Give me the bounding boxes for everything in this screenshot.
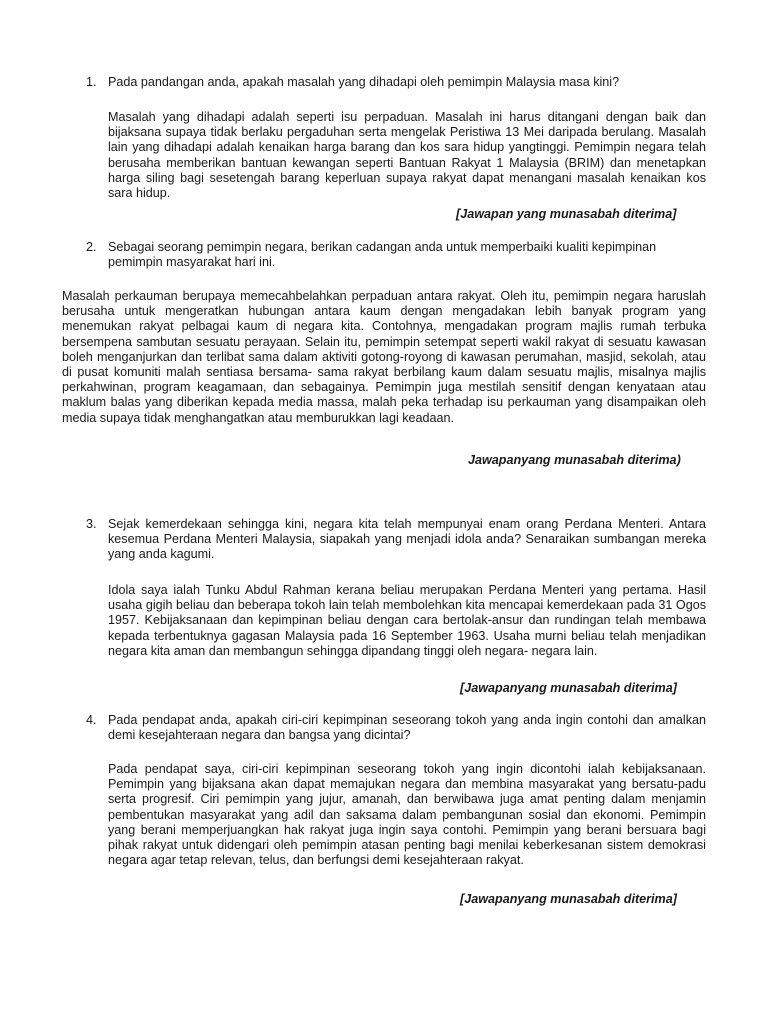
- question-number: 2.: [86, 240, 97, 254]
- question-text: Sebagai seorang pemimpin negara, berikan cadangan anda untuk memperbaiki kualiti kepimpinan pemimpin masyarakat hari ini.: [108, 240, 657, 270]
- question-text: Sejak kemerdekaan sehingga kini, negara kita telah mempunyai enam orang Perdana Menteri. Antara kesemua Perdana Menteri Malaysia, siapakah yang menjadi idola anda? Senaraikan sumbangan mereka yang anda kagumi.: [108, 517, 706, 562]
- question-number: 4.: [86, 713, 97, 727]
- question-number: 1.: [86, 75, 97, 89]
- answer-1: Masalah yang dihadapi adalah seperti isu perpaduan. Masalah ini harus ditangani dengan baik dan bijaksana supaya tidak berlaku pergaduhan serta mengelak Peristiwa 13 Mei daripada berulang. Masalah lain yang dihadapi adalah kenaikan harga barang dan kos sara hidup yangtinggi. Pemimpin negara telah berusaha memberikan bantuan kewangan seperti Bantuan Rakyat 1 Malaysia (BRIM) dan menetapkan harga siling bagi sesetengah barang keperluan supaya rakyat dapat menangani masalah kenaikan kos sara hidup.: [108, 110, 706, 201]
- verdict-4: [Jawapanyang munasabah diterima]: [460, 892, 677, 906]
- answer-3: Idola saya ialah Tunku Abdul Rahman kerana beliau merupakan Perdana Menteri yang pertama. Hasil usaha gigih beliau dan beberapa tokoh lain telah membolehkan kita mencapai kemerdekaan pada 31 Ogos 1957. Kebijaksanaan dan kepimpinan beliau dengan cara bertolak-ansur dan rundingan telah membawa kepada terbentuknya gagasan Malaysia pada 16 September 1963. Usaha murni beliau telah menjadikan negara kita aman dan membangun sehingga dipandang tinggi oleh negara- negara lain.: [108, 583, 706, 658]
- question-3: [86, 517, 706, 563]
- question-1: [86, 75, 706, 90]
- answer-4: Pada pendapat saya, ciri-ciri kepimpinan seseorang tokoh yang ingin dicontohi ialah kebijaksanaan. Pemimpin yang bijaksana akan dapat memajukan negara dan membina masyarakat yang bersatu-padu serta progresif. Ciri pemimpin yang jujur, amanah, dan berwibawa juga amat penting dalam menjamin pembentukan masyarakat yang adil dan saksama dalam pembangunan sosial dan ekonomi. Pemimpin yang berani memperjuangkan hak rakyat juga ingin saya contohi. Pemimpin yang berani bersuara bagi pihak rakyat untuk didengari oleh pemimpin atasan penting bagi menilai keberkesanan sistem demokrasi negara agar tetap relevan, telus, dan berfungsi demi kesejahteraan rakyat.: [108, 762, 706, 868]
- verdict-2: Jawapanyang munasabah diterima): [468, 453, 681, 467]
- answer-2: Masalah perkauman berupaya memecahbelahkan perpaduan antara rakyat. Oleh itu, pemimpin negara haruslah berusaha untuk mengeratkan hubungan antara kaum dengan mengadakan lebih banyak program yang menemukan rakyat pelbagai kaum di negara kita. Contohnya, mengadakan program majlis rumah terbuka bersempena sambutan sesuatu perayaan. Selain itu, pemimpin setempat seperti wakil rakyat di sesuatu kawasan boleh menganjurkan dan terlibat sama dalam aktiviti gotong-royong di kawasan perumahan, masjid, sekolah, atau di pusat komuniti malah sentiasa bersama- sama rakyat berbilang kaum dalam sesuatu majlis, misalnya majlis perkahwinan, program keagamaan, dan sebagainya. Pemimpin juga mestilah sensitif dengan kenyataan atau maklum balas yang diberikan kepada media massa, malah peka terhadap isu perkauman yang disampaikan oleh media supaya tidak menghangatkan atau memburukkan lagi keadaan.: [62, 289, 706, 425]
- verdict-3: [Jawapanyang munasabah diterima]: [460, 681, 677, 695]
- verdict-1: [Jawapan yang munasabah diterima]: [456, 207, 677, 221]
- question-2: [86, 240, 706, 270]
- question-text: Pada pendapat anda, apakah ciri-ciri kepimpinan seseorang tokoh yang anda ingin contohi dan amalkan demi kesejahteraan negara dan bangsa yang dicintai?: [108, 713, 706, 743]
- question-4: [86, 713, 706, 743]
- question-text: Pada pandangan anda, apakah masalah yang dihadapi oleh pemimpin Malaysia masa kini?: [108, 75, 620, 89]
- question-number: 3.: [86, 517, 97, 531]
